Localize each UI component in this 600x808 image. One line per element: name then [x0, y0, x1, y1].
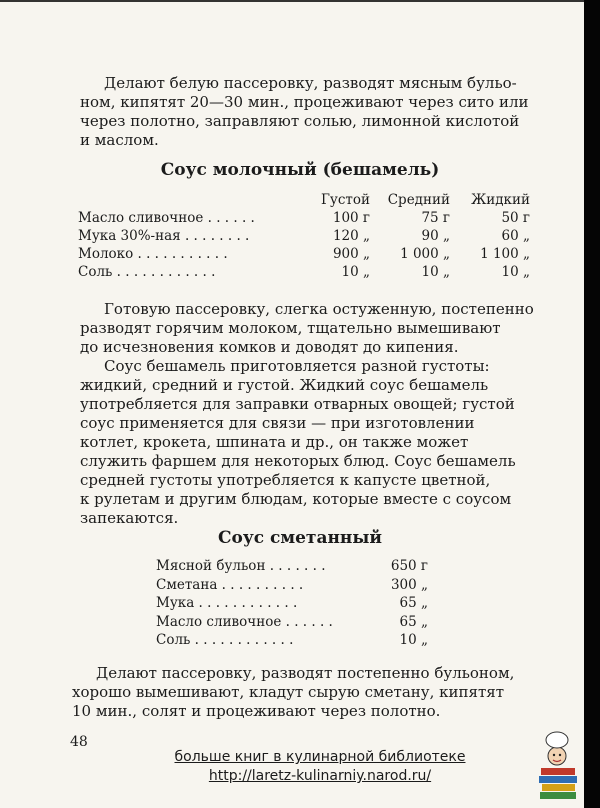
- table-row: [78, 263, 538, 281]
- ingredient-value: 100 г: [332, 210, 370, 226]
- page-number: 48: [70, 734, 88, 750]
- ingredient-value: 300 „: [390, 576, 428, 593]
- ingredient-name: Мука . . . . . . . . . . . .: [156, 595, 298, 612]
- body-line: запекаются.: [80, 509, 179, 527]
- table-header-row: [78, 191, 538, 209]
- column-thick: Густой: [320, 192, 370, 208]
- ingredient-name: Соль . . . . . . . . . . . .: [78, 264, 216, 280]
- table-row: [156, 613, 428, 632]
- ingredient-value: 1 000 „: [400, 246, 450, 262]
- ingredient-value: 900 „: [332, 246, 370, 262]
- ingredient-value: 50 г: [501, 210, 530, 226]
- body-line: жидкий, средний и густой. Жидкий соус бешамель: [80, 376, 489, 394]
- body-line: до исчезновения комков и доводят до кипения.: [80, 338, 459, 356]
- table-row: [156, 576, 428, 595]
- ingredient-name: Соль . . . . . . . . . . . .: [156, 632, 294, 649]
- body-line: котлет, крокета, шпината и др., он также может: [80, 433, 469, 451]
- table-row: [156, 557, 428, 576]
- ingredient-name: Мясной бульон . . . . . . .: [156, 558, 326, 575]
- scan-artifact-top: [0, 0, 600, 10]
- ingredient-name: Сметана . . . . . . . . . .: [156, 576, 304, 593]
- closing-line: 10 мин., солят и процеживают через полотно.: [72, 702, 441, 720]
- table-row: [78, 245, 538, 263]
- closing-line: хорошо вымешивают, кладут сырую сметану, кипятят: [72, 683, 505, 701]
- body-line: соус применяется для связи — при изготовлении: [80, 414, 475, 432]
- ingredient-name: Молоко . . . . . . . . . . .: [78, 246, 228, 262]
- chef-books-icon: [535, 728, 581, 800]
- ingredient-value: 650 г: [390, 558, 428, 575]
- ingredient-value: 10 „: [341, 264, 370, 280]
- body-line: употребляется для заправки отварных овощей; густой: [80, 395, 515, 413]
- body-line: средней густоты употребляется к капусте цветной,: [80, 471, 491, 489]
- column-medium: Средний: [387, 192, 450, 208]
- sour-cream-ingredients-table: [156, 557, 428, 650]
- closing-paragraph: [72, 664, 540, 721]
- ingredient-value: 10 „: [501, 264, 530, 280]
- body-line: Готовую пассеровку, слегка остуженную, постепенно: [104, 300, 534, 318]
- body-line: к рулетам и другим блюдам, которые вместе с соусом: [80, 490, 512, 508]
- ingredient-value: 65 „: [399, 595, 428, 612]
- table-row: [78, 227, 538, 245]
- table-row: [78, 209, 538, 227]
- ingredient-value: 75 г: [421, 210, 450, 226]
- intro-line: через полотно, заправляют солью, лимонной кислотой: [80, 112, 520, 130]
- intro-paragraph: [80, 74, 550, 150]
- footer-library-link[interactable]: больше книг в кулинарной библиотеке: [174, 749, 466, 765]
- body-line: разводят горячим молоком, тщательно вымешивают: [80, 319, 501, 337]
- sour-cream-title: Соус сметанный: [217, 528, 383, 548]
- intro-line: ном, кипятят 20—30 мин., процеживают через сито или: [80, 93, 529, 111]
- scan-edge-right: [584, 0, 600, 808]
- footer-url-link[interactable]: http://laretz-kulinarniy.narod.ru/: [208, 768, 432, 784]
- table-row: [156, 631, 428, 650]
- table-row: [156, 594, 428, 613]
- body-paragraph: [80, 300, 550, 528]
- body-line: Соус бешамель приготовляется разной густоты:: [104, 357, 490, 375]
- ingredient-name: Мука 30%-ная . . . . . . . .: [78, 228, 250, 244]
- footer-credit: [110, 748, 530, 786]
- intro-line: Делают белую пассеровку, разводят мясным бульо-: [104, 74, 517, 92]
- closing-line: Делают пассеровку, разводят постепенно бульоном,: [96, 664, 515, 682]
- ingredient-value: 90 „: [421, 228, 450, 244]
- ingredient-name: Масло сливочное . . . . . .: [156, 613, 333, 630]
- ingredient-value: 120 „: [332, 228, 370, 244]
- ingredient-value: 65 „: [399, 613, 428, 630]
- bechamel-title: Соус молочный (бешамель): [160, 160, 440, 180]
- ingredient-value: 10 „: [421, 264, 450, 280]
- ingredient-value: 1 100 „: [480, 246, 530, 262]
- ingredient-value: 60 „: [501, 228, 530, 244]
- ingredient-name: Масло сливочное . . . . . .: [78, 210, 255, 226]
- ingredient-value: 10 „: [399, 632, 428, 649]
- body-line: служить фаршем для некоторых блюд. Соус бешамель: [80, 452, 516, 470]
- column-thin: Жидкий: [471, 192, 530, 208]
- intro-line: и маслом.: [80, 131, 159, 149]
- bechamel-ingredients-table: [78, 191, 538, 281]
